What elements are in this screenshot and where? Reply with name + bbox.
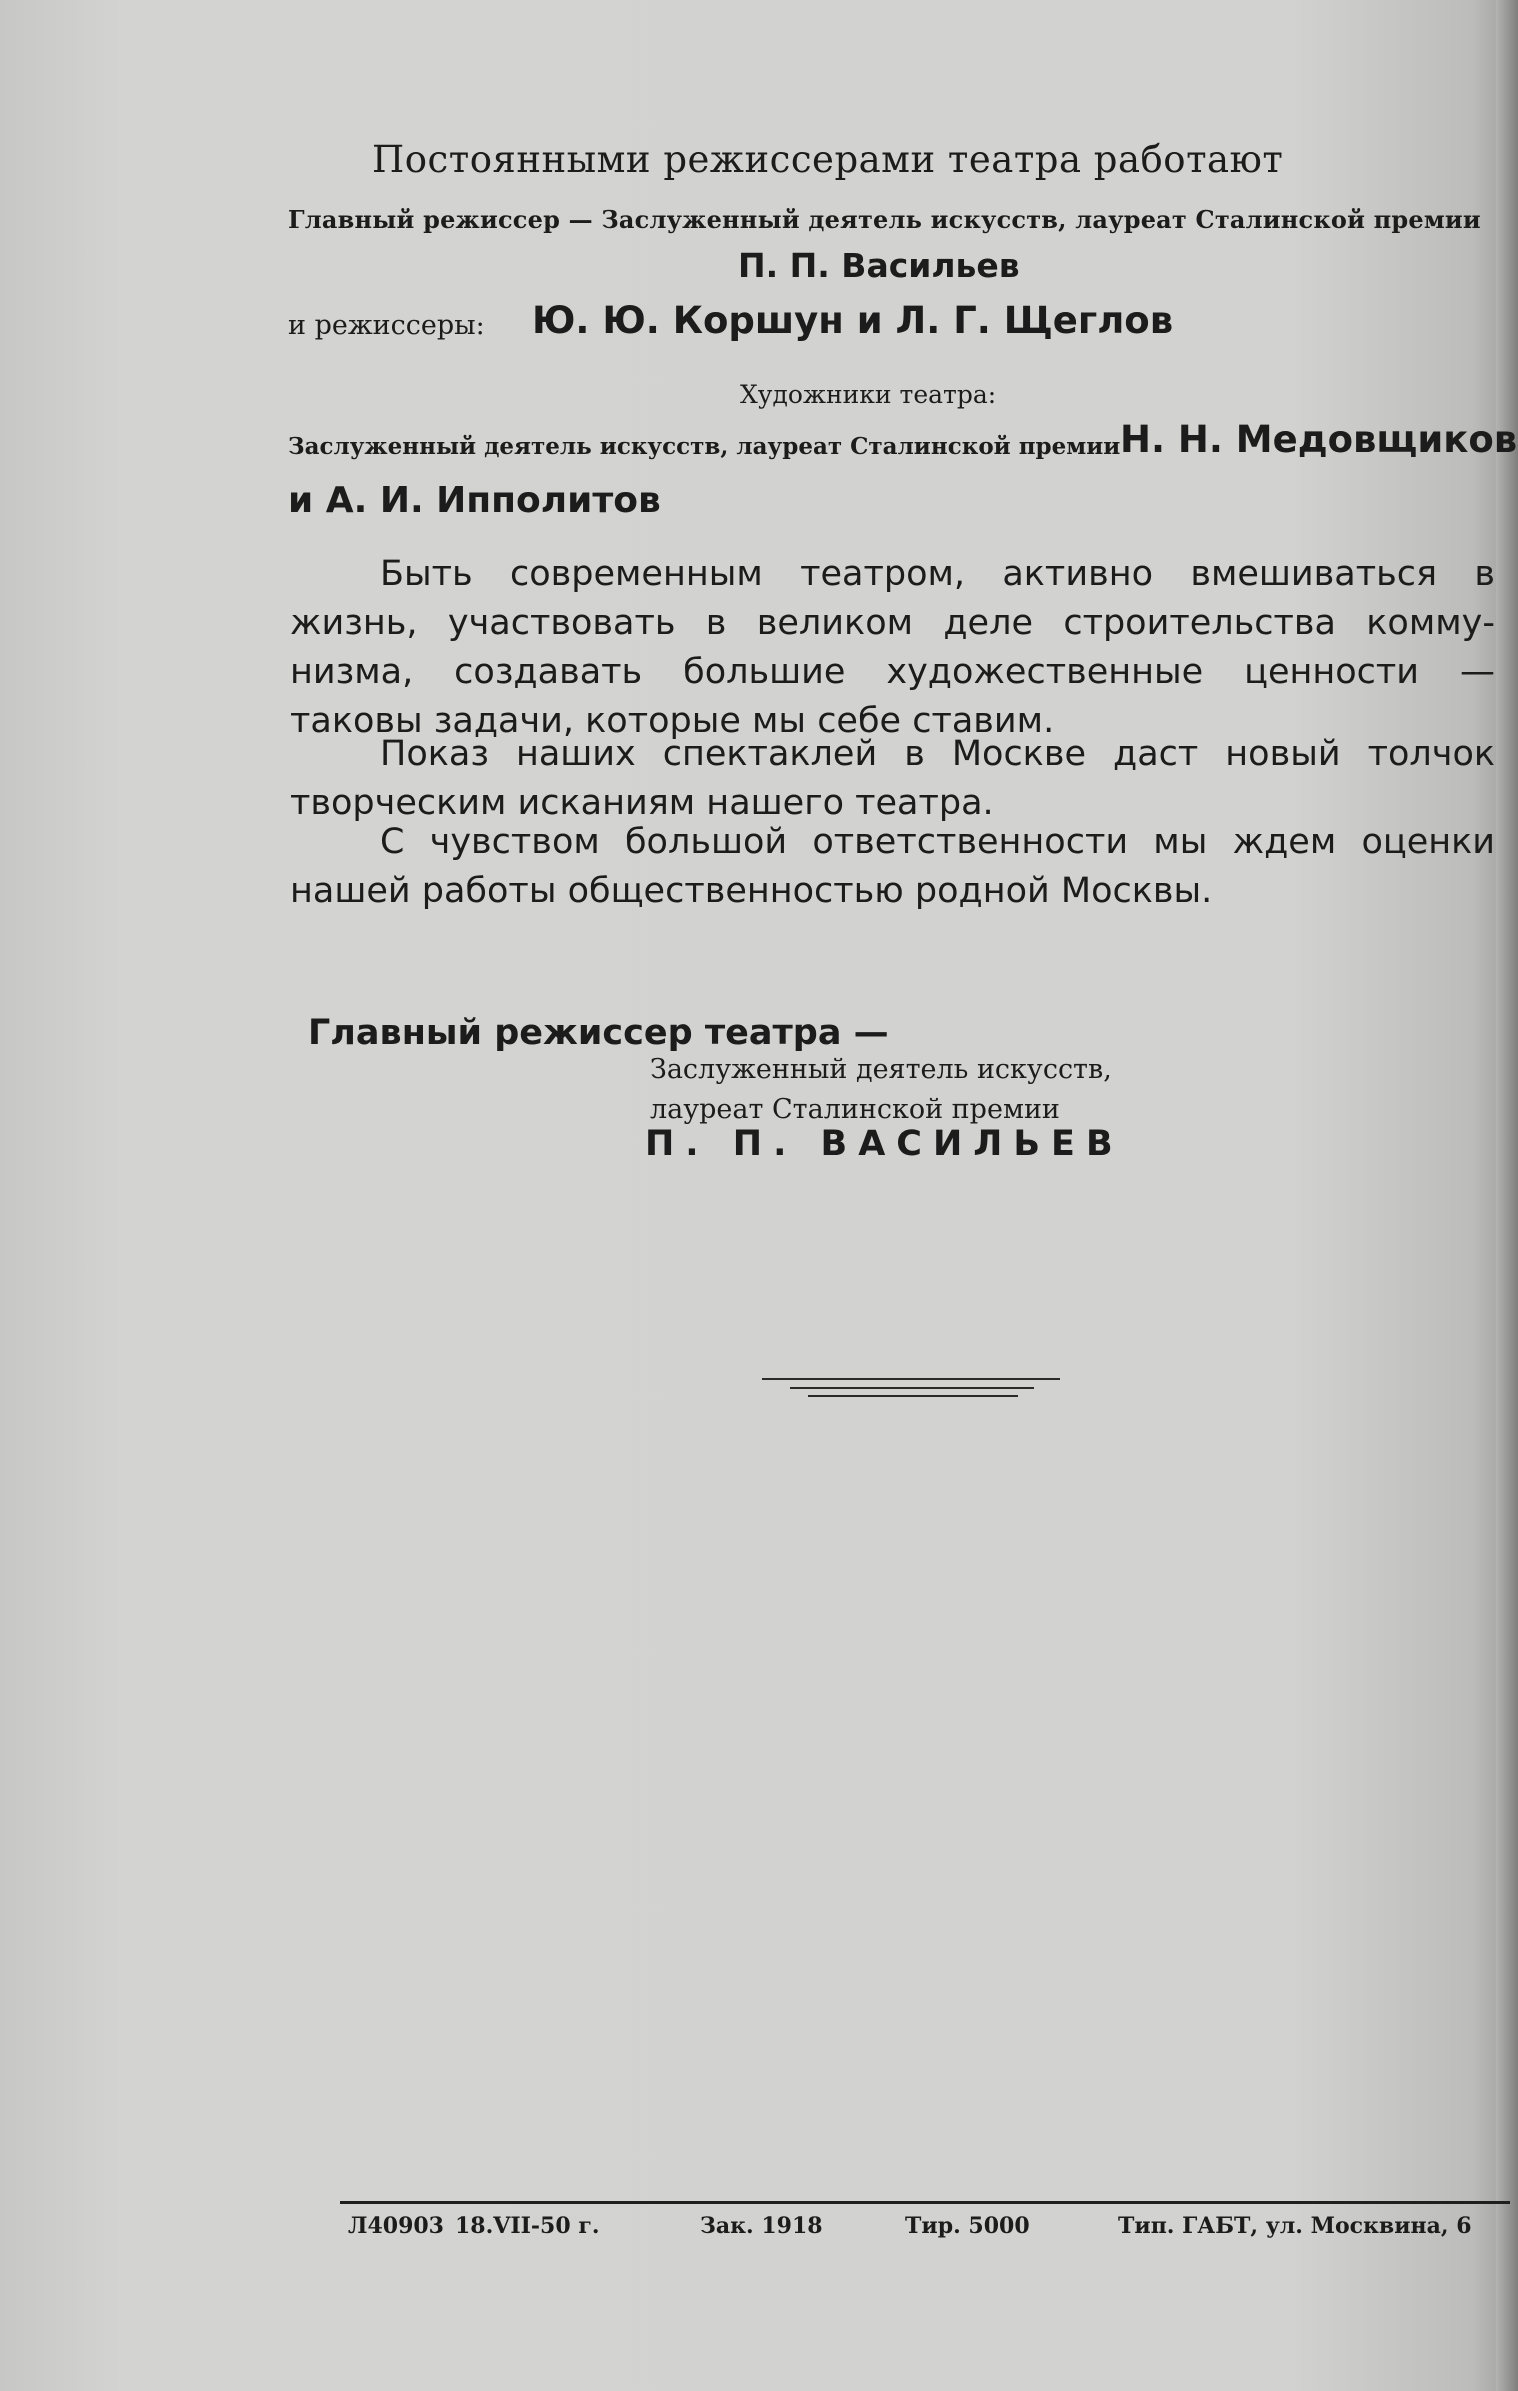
page-title: Постоянными режиссерами театра работают bbox=[372, 138, 1284, 181]
footer-date: 18.VII-50 г. bbox=[455, 2213, 600, 2239]
paragraph-3 bbox=[290, 818, 1495, 916]
decorative-rule bbox=[808, 1395, 1018, 1397]
signature-title: Главный режиссер театра — bbox=[308, 1013, 889, 1053]
paragraph-line: творческим исканиям нашего театра. bbox=[290, 783, 994, 823]
page-edge-shadow bbox=[1496, 0, 1518, 2391]
paragraph-line: нашей работы общественностью родной Москвы. bbox=[290, 871, 1213, 911]
artist-name-1: Н. Н. Медовщиков bbox=[1120, 418, 1518, 461]
paragraph-1 bbox=[290, 550, 1495, 746]
footer-code: Л40903 bbox=[348, 2213, 444, 2239]
decorative-rule bbox=[790, 1387, 1034, 1389]
decorative-rule bbox=[762, 1378, 1060, 1380]
paragraph-line: С чувством большой ответственности мы ждем оценки bbox=[380, 822, 1495, 862]
artist-credits: Заслуженный деятель искусств, лауреат Сталинской премии bbox=[288, 433, 1121, 460]
artist-name-2: и А. И. Ипполитов bbox=[288, 480, 661, 521]
paragraph-line: низма, создавать большие художественные ценности — bbox=[290, 652, 1495, 692]
artists-heading: Художники театра: bbox=[740, 380, 997, 409]
paragraph-line: жизнь, участвовать в великом деле строительства комму- bbox=[290, 603, 1495, 643]
directors-prefix: и режиссеры: bbox=[288, 310, 485, 341]
chief-director-credits: Главный режиссер — Заслуженный деятель искусств, лауреат Сталинской премии bbox=[288, 205, 1481, 234]
paragraph-line: Показ наших спектаклей в Москве даст новый толчок bbox=[380, 734, 1495, 774]
paragraph-2 bbox=[290, 730, 1495, 828]
directors-names: Ю. Ю. Коршун и Л. Г. Щеглов bbox=[532, 299, 1174, 342]
footer-printer: Тип. ГАБТ, ул. Москвина, 6 bbox=[1118, 2213, 1472, 2239]
signature-credits: Заслуженный деятель искусств, лауреат Сталинской премии bbox=[650, 1054, 1112, 1125]
signature-name: П. П. ВАСИЛЬЕВ bbox=[645, 1124, 1124, 1164]
paragraph-line: Быть современным театром, активно вмешиваться в bbox=[380, 554, 1495, 594]
chief-director-name: П. П. Васильев bbox=[738, 246, 1020, 285]
paragraph-line: таковы задачи, которые мы себе ставим. bbox=[290, 701, 1055, 741]
footer-divider bbox=[340, 2201, 1510, 2204]
footer-print-run: Тир. 5000 bbox=[905, 2213, 1030, 2239]
footer-order: Зак. 1918 bbox=[700, 2213, 823, 2239]
